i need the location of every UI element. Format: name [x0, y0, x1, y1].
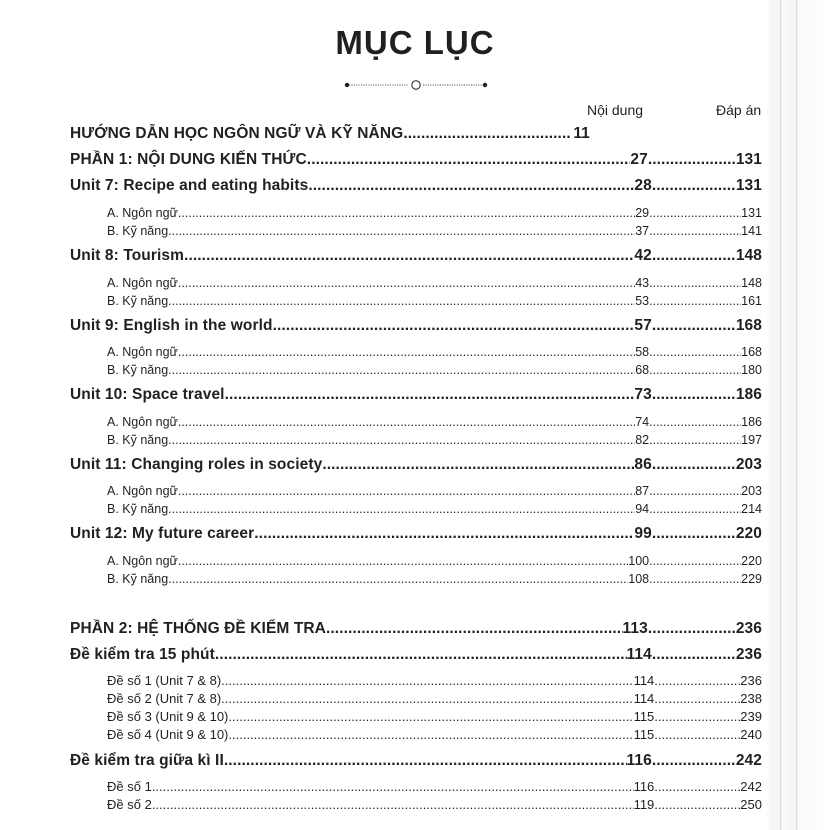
- dot-leader: [221, 673, 633, 688]
- dot-leader: [326, 620, 623, 638]
- answer-page: 141: [741, 224, 762, 238]
- dot-leader: [654, 673, 740, 688]
- dot-leader: [225, 386, 635, 404]
- dot-leader: [322, 456, 634, 474]
- dot-leader: [652, 456, 736, 474]
- page-edge: [766, 0, 830, 830]
- toc-entry[interactable]: [107, 797, 762, 812]
- content-page: 108: [628, 572, 650, 586]
- toc-entry[interactable]: [107, 484, 762, 498]
- dot-leader: [649, 484, 741, 498]
- dot-leader: [649, 345, 741, 359]
- entry-label: PHẦN 2: HỆ THỐNG ĐỀ KIỂM TRA: [70, 620, 326, 637]
- answer-page: 214: [741, 502, 762, 516]
- entry-label: B. Kỹ năng: [107, 502, 169, 516]
- dot-leader: [168, 433, 635, 447]
- page-edge-line: [796, 0, 797, 830]
- dot-leader: [178, 554, 628, 568]
- dot-leader: [403, 125, 570, 143]
- answer-page: 131: [735, 177, 762, 194]
- entry-label: Unit 12: My future career: [70, 525, 255, 542]
- content-page: 116: [633, 779, 655, 794]
- toc-entry[interactable]: [70, 525, 762, 543]
- content-page: 27: [630, 151, 648, 168]
- entry-label: A. Ngôn ngữ: [107, 484, 178, 498]
- entry-label: A. Ngôn ngữ: [107, 276, 178, 290]
- dot-leader: [215, 646, 627, 664]
- answer-page: 236: [735, 646, 762, 663]
- toc-entry[interactable]: [107, 206, 762, 220]
- dot-leader: [228, 709, 633, 724]
- content-page: 100: [628, 554, 650, 568]
- dot-leader: [649, 294, 741, 308]
- dot-leader: [649, 206, 741, 220]
- entry-label: A. Ngôn ngữ: [107, 415, 178, 429]
- dot-leader: [654, 709, 740, 724]
- toc-entry[interactable]: [70, 752, 762, 770]
- content-page: 116: [626, 752, 652, 769]
- dot-leader: [178, 484, 635, 498]
- toc-entry[interactable]: [107, 276, 762, 290]
- answer-page: 250: [740, 797, 762, 812]
- dot-leader: [221, 691, 633, 706]
- answer-page: 186: [735, 386, 762, 403]
- toc-entry[interactable]: [107, 363, 762, 377]
- answer-page: 240: [740, 727, 762, 742]
- entry-label: Unit 10: Space travel: [70, 386, 225, 403]
- toc-entry[interactable]: [107, 709, 762, 724]
- content-page: 82: [635, 433, 650, 447]
- content-page: 29: [635, 206, 650, 220]
- entry-label: Unit 7: Recipe and eating habits: [70, 177, 309, 194]
- entry-label: Đề số 1: [107, 779, 152, 794]
- dot-leader: [178, 415, 635, 429]
- content-page: 68: [635, 363, 650, 377]
- toc-entry[interactable]: [70, 151, 762, 169]
- content-page: 114: [626, 646, 652, 663]
- toc-entry[interactable]: [107, 727, 762, 742]
- toc-entry[interactable]: [107, 572, 762, 586]
- dot-leader: [228, 727, 633, 742]
- content-page: 119: [633, 797, 655, 812]
- dot-leader: [184, 247, 634, 265]
- answer-page: 220: [735, 525, 762, 542]
- entry-label: Đề số 4 (Unit 9 & 10): [107, 727, 229, 742]
- dot-leader: [652, 177, 736, 195]
- dot-leader: [654, 727, 740, 742]
- answer-page: 180: [741, 363, 762, 377]
- content-page: 99: [634, 525, 652, 542]
- answer-page: 220: [741, 554, 762, 568]
- answer-page: 131: [741, 206, 762, 220]
- toc-entry[interactable]: [107, 691, 762, 706]
- content-page: 43: [635, 276, 650, 290]
- entry-label: B. Kỹ năng: [107, 433, 169, 447]
- toc-entry[interactable]: [107, 673, 762, 688]
- answer-page: 236: [735, 620, 762, 637]
- content-page: 11: [573, 125, 590, 142]
- entry-label: Unit 11: Changing roles in society: [70, 456, 323, 473]
- entry-label: B. Kỹ năng: [107, 224, 169, 238]
- toc-entry[interactable]: [107, 779, 762, 794]
- content-page: 113: [622, 620, 648, 637]
- entry-label: Đề số 1 (Unit 7 & 8): [107, 673, 222, 688]
- dot-leader: [649, 363, 741, 377]
- dot-leader: [654, 691, 740, 706]
- dot-leader: [168, 363, 635, 377]
- dot-leader: [273, 317, 635, 335]
- content-page: 114: [633, 691, 655, 706]
- content-page: 74: [635, 415, 650, 429]
- answer-page: 148: [735, 247, 762, 264]
- entry-label: Đề số 2 (Unit 7 & 8): [107, 691, 222, 706]
- answer-page: 203: [741, 484, 762, 498]
- toc-entry[interactable]: [70, 247, 762, 265]
- page-edge-line: [780, 0, 781, 830]
- answer-page: 242: [735, 752, 762, 769]
- dot-leader: [648, 620, 736, 638]
- content-page: 114: [633, 673, 655, 688]
- toc-entry[interactable]: [70, 125, 762, 143]
- entry-label: A. Ngôn ngữ: [107, 345, 178, 359]
- toc-entry[interactable]: [107, 502, 762, 516]
- dot-leader: [652, 525, 736, 543]
- dot-leader: [168, 224, 635, 238]
- answer-page: 203: [735, 456, 762, 473]
- content-page: 73: [634, 386, 652, 403]
- answer-page: 168: [735, 317, 762, 334]
- dot-leader: [649, 554, 741, 568]
- page-title: MỤC LỤC: [335, 24, 495, 61]
- content-page: 57: [634, 317, 652, 334]
- dot-leader: [307, 151, 631, 169]
- dot-leader: [168, 294, 635, 308]
- entry-label: A. Ngôn ngữ: [107, 554, 178, 568]
- entry-label: B. Kỹ năng: [107, 294, 169, 308]
- toc-entry[interactable]: [107, 294, 762, 308]
- toc-entry[interactable]: [70, 386, 762, 404]
- dot-leader: [652, 317, 736, 335]
- dot-leader: [649, 276, 741, 290]
- entry-label: Unit 8: Tourism: [70, 247, 185, 264]
- answer-page: 148: [741, 276, 762, 290]
- column-header-content: Nội dung: [587, 102, 644, 118]
- dot-leader: [152, 797, 634, 812]
- dot-leader: [648, 151, 736, 169]
- content-page: 28: [634, 177, 652, 194]
- answer-page: 131: [735, 151, 762, 168]
- dot-leader: [652, 247, 736, 265]
- answer-page: 168: [741, 345, 762, 359]
- toc-entry[interactable]: [107, 554, 762, 568]
- content-page: 87: [635, 484, 650, 498]
- answer-page: 229: [741, 572, 762, 586]
- answer-page: 238: [740, 691, 762, 706]
- toc-entry[interactable]: [107, 345, 762, 359]
- toc-entry[interactable]: [107, 433, 762, 447]
- entry-label: Đề kiểm tra 15 phút: [70, 646, 215, 663]
- dot-leader: [254, 525, 634, 543]
- content-page: 37: [635, 224, 650, 238]
- dot-leader: [168, 572, 628, 586]
- toc-entry[interactable]: [70, 317, 762, 335]
- entry-label: HƯỚNG DẪN HỌC NGÔN NGỮ VÀ KỸ NĂNG: [70, 125, 404, 142]
- toc-entry[interactable]: [70, 646, 762, 664]
- dot-leader: [178, 206, 635, 220]
- dot-leader: [654, 797, 740, 812]
- answer-page: 239: [740, 709, 762, 724]
- content-page: 115: [633, 727, 655, 742]
- column-header-answers: Đáp án: [716, 102, 762, 118]
- answer-page: 236: [740, 673, 762, 688]
- toc-entry[interactable]: [70, 456, 762, 474]
- dot-leader: [649, 224, 741, 238]
- answer-page: 186: [741, 415, 762, 429]
- content-page: 86: [634, 456, 652, 473]
- dot-leader: [168, 502, 635, 516]
- entry-label: B. Kỹ năng: [107, 572, 169, 586]
- title-ornament: [343, 77, 489, 93]
- content-page: 115: [633, 709, 655, 724]
- entry-label: PHẦN 1: NỘI DUNG KIẾN THỨC: [70, 151, 307, 168]
- toc-entry[interactable]: [107, 415, 762, 429]
- dot-leader: [152, 779, 634, 794]
- dot-leader: [649, 572, 741, 586]
- entry-label: Đề số 3 (Unit 9 & 10): [107, 709, 229, 724]
- answer-page: 161: [741, 294, 762, 308]
- entry-label: A. Ngôn ngữ: [107, 206, 178, 220]
- content-page: 94: [635, 502, 650, 516]
- content-page: 58: [635, 345, 650, 359]
- toc-entry[interactable]: [70, 177, 762, 195]
- dot-leader: [308, 177, 634, 195]
- content-page: 53: [635, 294, 650, 308]
- dot-leader: [649, 415, 741, 429]
- dot-leader: [652, 646, 736, 664]
- entry-label: Đề kiểm tra giữa kì II: [70, 752, 224, 769]
- dot-leader: [652, 752, 736, 770]
- dot-leader: [178, 345, 635, 359]
- dot-leader: [652, 386, 736, 404]
- entry-label: Unit 9: English in the world: [70, 317, 273, 334]
- answer-page: 197: [741, 433, 762, 447]
- entry-label: B. Kỹ năng: [107, 363, 169, 377]
- dot-leader: [654, 779, 740, 794]
- dot-leader: [649, 502, 741, 516]
- dot-leader: [649, 433, 741, 447]
- content-page: 42: [634, 247, 652, 264]
- dot-leader: [224, 752, 627, 770]
- toc-entry[interactable]: [107, 224, 762, 238]
- dot-leader: [178, 276, 635, 290]
- answer-page: 242: [740, 779, 762, 794]
- entry-label: Đề số 2: [107, 797, 152, 812]
- toc-entry[interactable]: [70, 620, 762, 638]
